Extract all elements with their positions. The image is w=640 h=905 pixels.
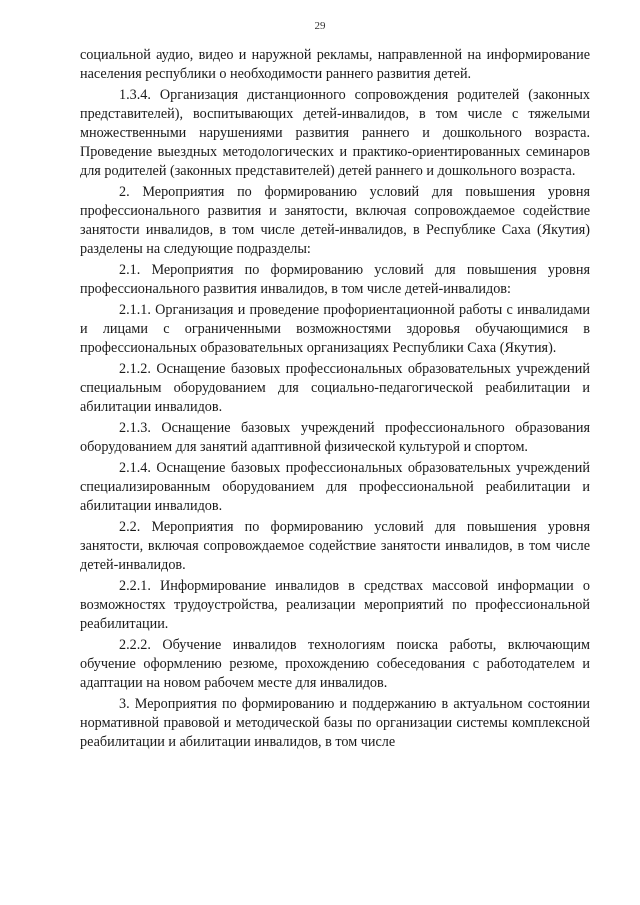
document-body xyxy=(80,46,590,754)
paragraph: 2.1. Мероприятия по формированию условий для повышения уровня профессионального развития инвалидов, в том числе детей-инвалидов: xyxy=(80,262,590,297)
paragraph: социальной аудио, видео и наружной рекламы, направленной на информирование населения республики о необходимости раннего развития детей. xyxy=(80,47,590,82)
paragraph: 2.1.2. Оснащение базовых профессиональных образовательных учреждений специальным оборудованием для социально-педагогической реабилитации и абилитации инвалидов. xyxy=(80,361,590,415)
paragraph: 1.3.4. Организация дистанционного сопровождения родителей (законных представителей), воспитывающих детей-инвалидов, в том числе с тяжелыми множественными нарушениями развития раннего и дошкольного возраста. Проведение выездных методологических и практико-ориентированных семинаров для родителей (законных представителей) детей раннего и дошкольного возраста. xyxy=(80,87,590,179)
paragraph: 2. Мероприятия по формированию условий для повышения уровня профессионального развития и занятости, включая сопровождаемое содействие занятости инвалидов, в том числе детей-инвалидов, в Республике Саха (Якутия) разделены на следующие подразделы: xyxy=(80,184,590,257)
paragraph: 2.1.4. Оснащение базовых профессиональных образовательных учреждений специализированным оборудованием для профессиональной реабилитации и абилитации инвалидов. xyxy=(80,460,590,514)
paragraph: 2.1.1. Организация и проведение профориентационной работы с инвалидами и лицами с ограниченными возможностями здоровья обучающимися в профессиональных образовательных организациях Республики Саха (Якутия). xyxy=(80,302,590,356)
paragraph: 2.2.2. Обучение инвалидов технологиям поиска работы, включающим обучение оформлению резюме, прохождению собеседования с работодателем и адаптации на новом рабочем месте для инвалидов. xyxy=(80,637,590,691)
paragraph: 3. Мероприятия по формированию и поддержанию в актуальном состоянии нормативной правовой и методической базы по организации системы комплексной реабилитации и абилитации инвалидов, в том числе xyxy=(80,696,590,750)
paragraph: 2.2.1. Информирование инвалидов в средствах массовой информации о возможностях трудоустройства, реализации мероприятий по профессиональной реабилитации. xyxy=(80,578,590,632)
paragraph: 2.2. Мероприятия по формированию условий для повышения уровня занятости, включая сопровождаемое содействие занятости инвалидов, в том числе детей-инвалидов. xyxy=(80,519,590,573)
paragraph: 2.1.3. Оснащение базовых учреждений профессионального образования оборудованием для занятий адаптивной физической культурой и спортом. xyxy=(80,420,590,455)
page-number: 29 xyxy=(314,20,326,32)
